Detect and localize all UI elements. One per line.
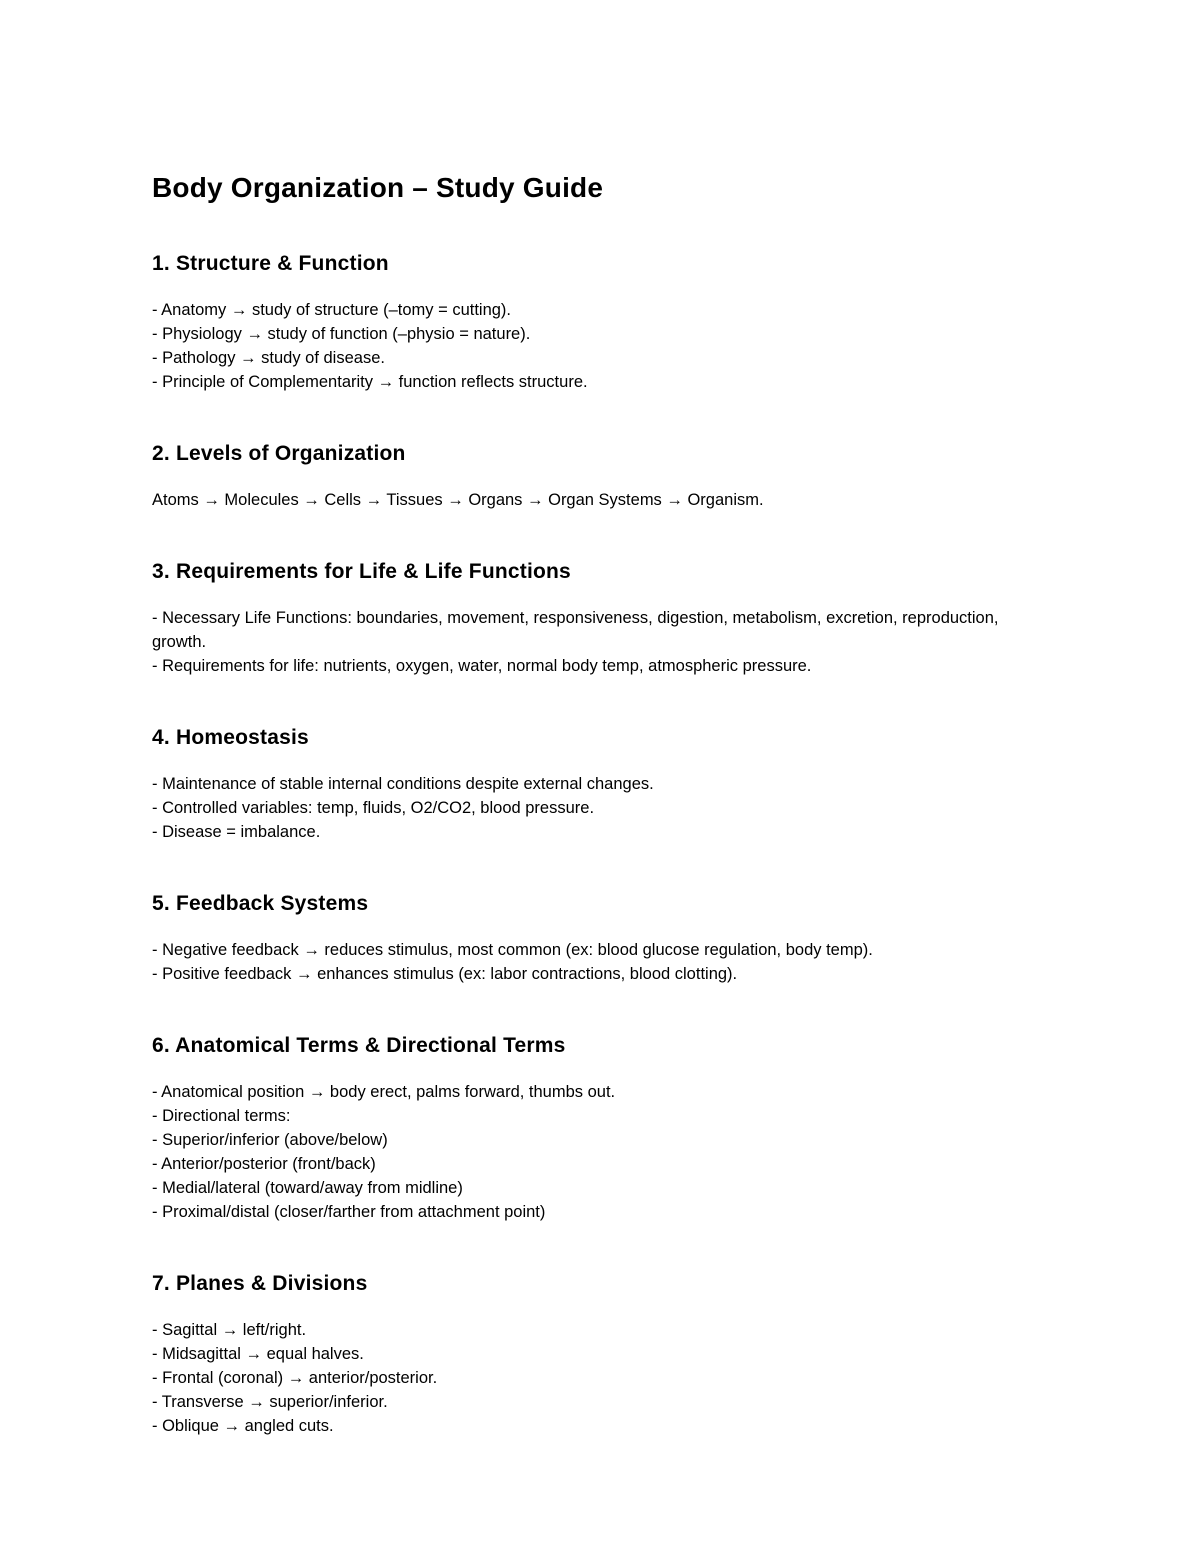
body-line: Atoms → Molecules → Cells → Tissues → Organs → Organ Systems → Organism. (152, 491, 764, 509)
section-heading: 3. Requirements for Life & Life Functions (152, 560, 571, 583)
bullet-line: - Sagittal → left/right. (152, 1321, 307, 1339)
bullet-line: - Anatomy → study of structure (–tomy = cutting). (152, 301, 512, 319)
section-body (152, 1318, 1048, 1438)
section-structure-function (152, 252, 1048, 394)
bullet-line: - Medial/lateral (toward/away from midline) (152, 1179, 463, 1197)
section-heading: 6. Anatomical Terms & Directional Terms (152, 1034, 566, 1057)
section-planes-divisions (152, 1272, 1048, 1438)
section-body (152, 606, 1048, 678)
bullet-line: - Transverse → superior/inferior. (152, 1393, 388, 1411)
section-body (152, 938, 1048, 986)
section-heading: 4. Homeostasis (152, 726, 309, 749)
section-body (152, 1080, 1048, 1224)
bullet-line: - Principle of Complementarity → function reflects structure. (152, 373, 588, 391)
section-feedback-systems (152, 892, 1048, 986)
section-heading: 7. Planes & Divisions (152, 1272, 368, 1295)
bullet-line: - Pathology → study of disease. (152, 349, 385, 367)
bullet-line: - Controlled variables: temp, fluids, O2/CO2, blood pressure. (152, 799, 595, 817)
section-body (152, 488, 1048, 512)
section-levels-of-organization (152, 442, 1048, 512)
section-body (152, 298, 1048, 394)
bullet-line: - Necessary Life Functions: boundaries, movement, responsiveness, digestion, metabolism, excretion, reproduction, growth. (152, 609, 999, 651)
bullet-line: - Physiology → study of function (–physio = nature). (152, 325, 531, 343)
bullet-line: - Midsagittal → equal halves. (152, 1345, 364, 1363)
bullet-line: - Positive feedback → enhances stimulus (ex: labor contractions, blood clotting). (152, 965, 738, 983)
section-homeostasis (152, 726, 1048, 844)
bullet-line: - Anterior/posterior (front/back) (152, 1155, 376, 1173)
section-body (152, 772, 1048, 844)
bullet-line: - Disease = imbalance. (152, 823, 321, 841)
bullet-line: - Maintenance of stable internal conditions despite external changes. (152, 775, 654, 793)
section-heading: 2. Levels of Organization (152, 442, 406, 465)
bullet-line: - Negative feedback → reduces stimulus, most common (ex: blood glucose regulation, body temp). (152, 941, 873, 959)
section-heading: 1. Structure & Function (152, 252, 389, 275)
section-heading: 5. Feedback Systems (152, 892, 369, 915)
section-requirements-for-life (152, 560, 1048, 678)
section-anatomical-terms (152, 1034, 1048, 1224)
bullet-line: - Frontal (coronal) → anterior/posterior. (152, 1369, 438, 1387)
page-title: Body Organization – Study Guide (152, 172, 604, 203)
bullet-line: - Proximal/distal (closer/farther from attachment point) (152, 1203, 546, 1221)
bullet-line: - Directional terms: (152, 1107, 291, 1125)
bullet-line: - Oblique → angled cuts. (152, 1417, 334, 1435)
bullet-line: - Requirements for life: nutrients, oxygen, water, normal body temp, atmospheric pressure. (152, 657, 812, 675)
bullet-line: - Superior/inferior (above/below) (152, 1131, 388, 1149)
bullet-line: - Anatomical position → body erect, palms forward, thumbs out. (152, 1083, 616, 1101)
